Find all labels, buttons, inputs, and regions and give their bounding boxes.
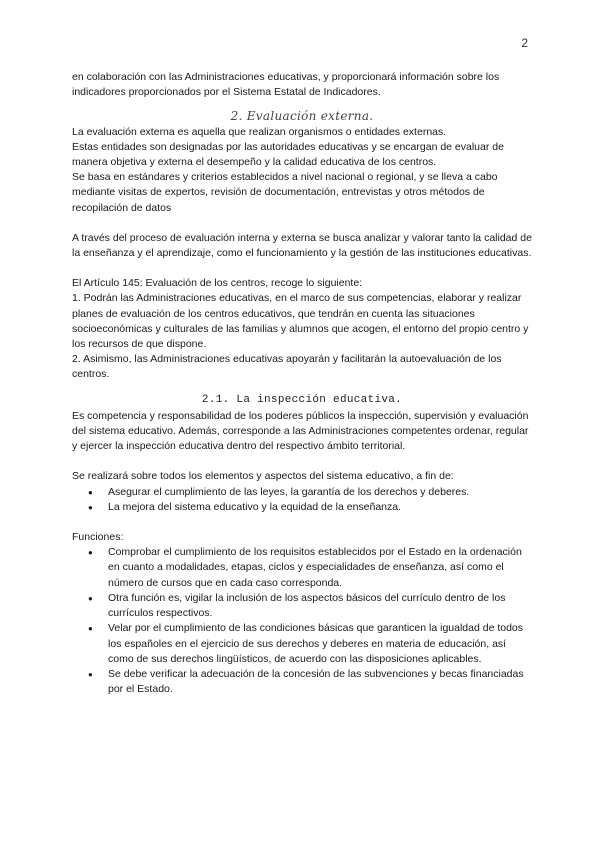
document-body [72,70,532,697]
intro-paragraph: en colaboración con las Administraciones educativas, y proporcionará información sobre los indicadores proporcionados por el Sistema Estatal de Indicadores. [72,71,500,99]
list-item: ● Velar por el cumplimiento de las condiciones básicas que garanticen la igualdad de todos los españoles en el ejercicio de sus derechos y deberes en materia de educación, así como de sus derechos lingüísticos, de acuerdo con las disposiciones aplicables. [72,621,532,667]
list-item: ● Otra función es, vigilar la inclusión de los aspectos básicos del currículo dentro de los currículos respectivos. [72,591,532,621]
paragraph: Se basa en estándares y criterios establecidos a nivel nacional o regional, y se lleva a cabo mediante visitas de expertos, revisión de documentación, entrevistas y otros métodos de recopilación de datos [72,171,498,214]
section-title-inspeccion: 2.1. La inspección educativa. [201,393,403,406]
article-point-2: 2. Asimismo, las Administraciones educativas apoyarán y facilitarán la autoevaluación de los centros. [72,353,502,381]
page-number: 2 [521,36,528,50]
goals-list [72,485,532,515]
list-item: ● Comprobar el cumplimiento de los requisitos establecidos por el Estado en la ordenación en cuanto a modalidades, etapas, ciclos y especialidades de enseñanza, así como el número de cursos que en cada caso corresponda. [72,545,532,591]
functions-label: Funciones: [72,531,124,544]
list-item: ● Asegurar el cumplimiento de las leyes, la garantía de los derechos y deberes. [72,485,532,500]
paragraph: Estas entidades son designadas por las autoridades educativas y se encargan de evaluar de manera objetiva y externa el desempeño y la calidad educativa de los centros. [72,140,504,169]
section-title-evaluacion-externa: 2. Evaluación externa. [230,109,374,124]
paragraph: Es competencia y responsabilidad de los poderes públicos la inspección, supervisión y evaluación del sistema educativo. Además, corresponde a las Administraciones competentes ordenar, regular y ejercer la inspección educativa dentro del respectivo ámbito territorial. [72,409,529,453]
article-intro: El Artículo 145: Evaluación de los centros, recoge lo siguiente: [72,277,363,290]
article-point-1: 1. Podrán las Administraciones educativas, en el marco de sus competencias, elaborar y realizar planes de evaluación de los centros educativos, que tendrán en cuenta las situaciones socioeconómicas y culturales de las familias y alumnos que acogen, el entorno del propio centro y los recursos de que dispone. [72,292,529,351]
functions-list [72,545,532,697]
list-item: ● La mejora del sistema educativo y la equidad de la enseñanza. [72,500,532,515]
paragraph: La evaluación externa es aquella que realizan organismos o entidades externas. [72,125,447,138]
paragraph: Se realizará sobre todos los elementos y aspectos del sistema educativo, a fin de: [72,470,454,483]
list-item: ● Se debe verificar la adecuación de la concesión de las subvenciones y becas financiadas por el Estado. [72,667,532,697]
paragraph: A través del proceso de evaluación interna y externa se busca analizar y valorar tanto la calidad de la enseñanza y el aprendizaje, como el funcionamiento y la gestión de las instituciones educativas. [72,231,532,260]
